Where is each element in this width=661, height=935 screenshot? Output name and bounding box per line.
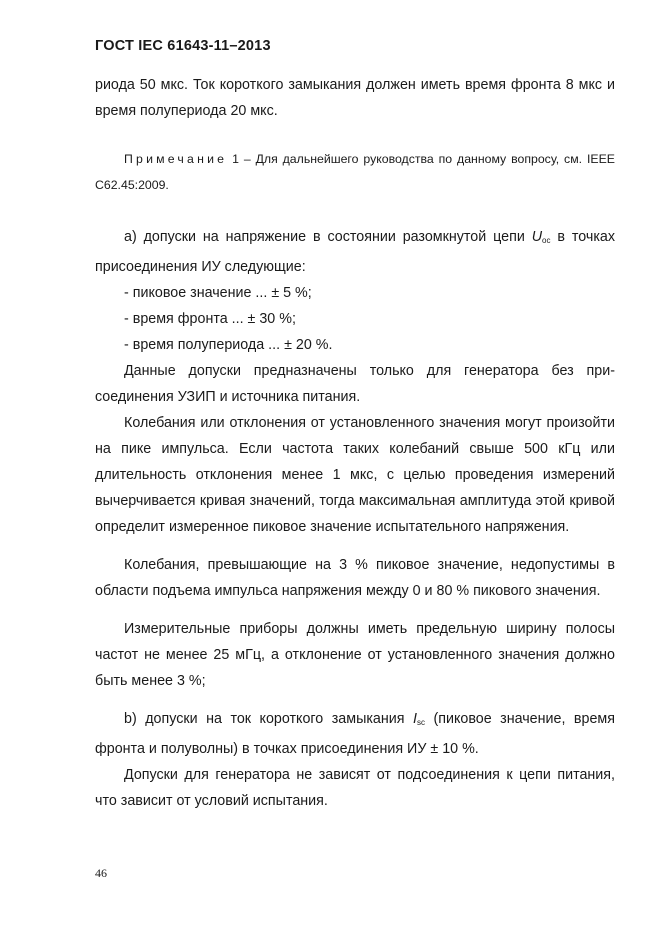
note [95,146,615,198]
item-b [95,706,615,762]
symbol-i: I [412,711,417,727]
item-b-suffix: (пиковое значение, время фронта и полуволны) в точках присоединения ИУ ± 10 %. [95,711,615,757]
symbol-i-subscript: sc [416,718,425,727]
paragraph-oscillations: Колебания или отклонения от установленного значения могут произойти на пике импульса. Если частота таких колебаний свыше 500 кГц или длительность отклонения менее 1 мкс, с целью проведения измерений вычерчивается кривая значений, тогда максимальная амплитуда этой кривой определит измеренное пиковое значение испытательного напряжения. [95,415,615,535]
paragraph-generator: Допуски для генератора не зависят от подсоединения к цепи питания, что зависит от условий испытания. [95,767,615,809]
note-text: 1 – Для дальнейшего руководства по данному вопросу, см. IEEE C62.45:2009. [95,152,615,192]
symbol-u: U [531,229,543,245]
paragraph-exceed: Колебания, превышающие на 3 % пиковое значение, недопустимы в области подъема импульса напряжения между 0 и 80 % пикового значения. [95,557,615,599]
list-item: - время фронта ... ± 30 %; [124,311,296,327]
list-item: - пиковое значение ... ± 5 %; [124,285,312,301]
page-number: 46 [95,866,107,880]
item-a-prefix: a) допуски на напряжение в состоянии разомкнутой цепи [124,229,532,245]
document-header: ГОСТ IEC 61643-11–2013 [95,38,271,54]
paragraph-tolerance: Данные допуски предназначены только для генератора без присоединения УЗИП и источника питания. [95,363,615,405]
item-b-prefix: b) допуски на ток короткого замыкания [124,711,413,727]
item-a-suffix: в точках присоединения ИУ следующие: [95,229,616,275]
note-label: Примечание [124,152,228,166]
document-body [95,72,615,814]
item-a [95,224,615,280]
paragraph-instruments: Измерительные приборы должны иметь предельную ширину полосы частот не менее 25 мГц, а отклонение от установленного значения должно быть менее 3 %; [95,621,615,689]
symbol-u-subscript: oc [542,236,551,245]
paragraph-continuation: риода 50 мкс. Ток короткого замыкания должен иметь время фронта 8 мкс и время полупериода 20 мкс. [95,77,615,119]
list-item: - время полупериода ... ± 20 %. [124,337,333,353]
